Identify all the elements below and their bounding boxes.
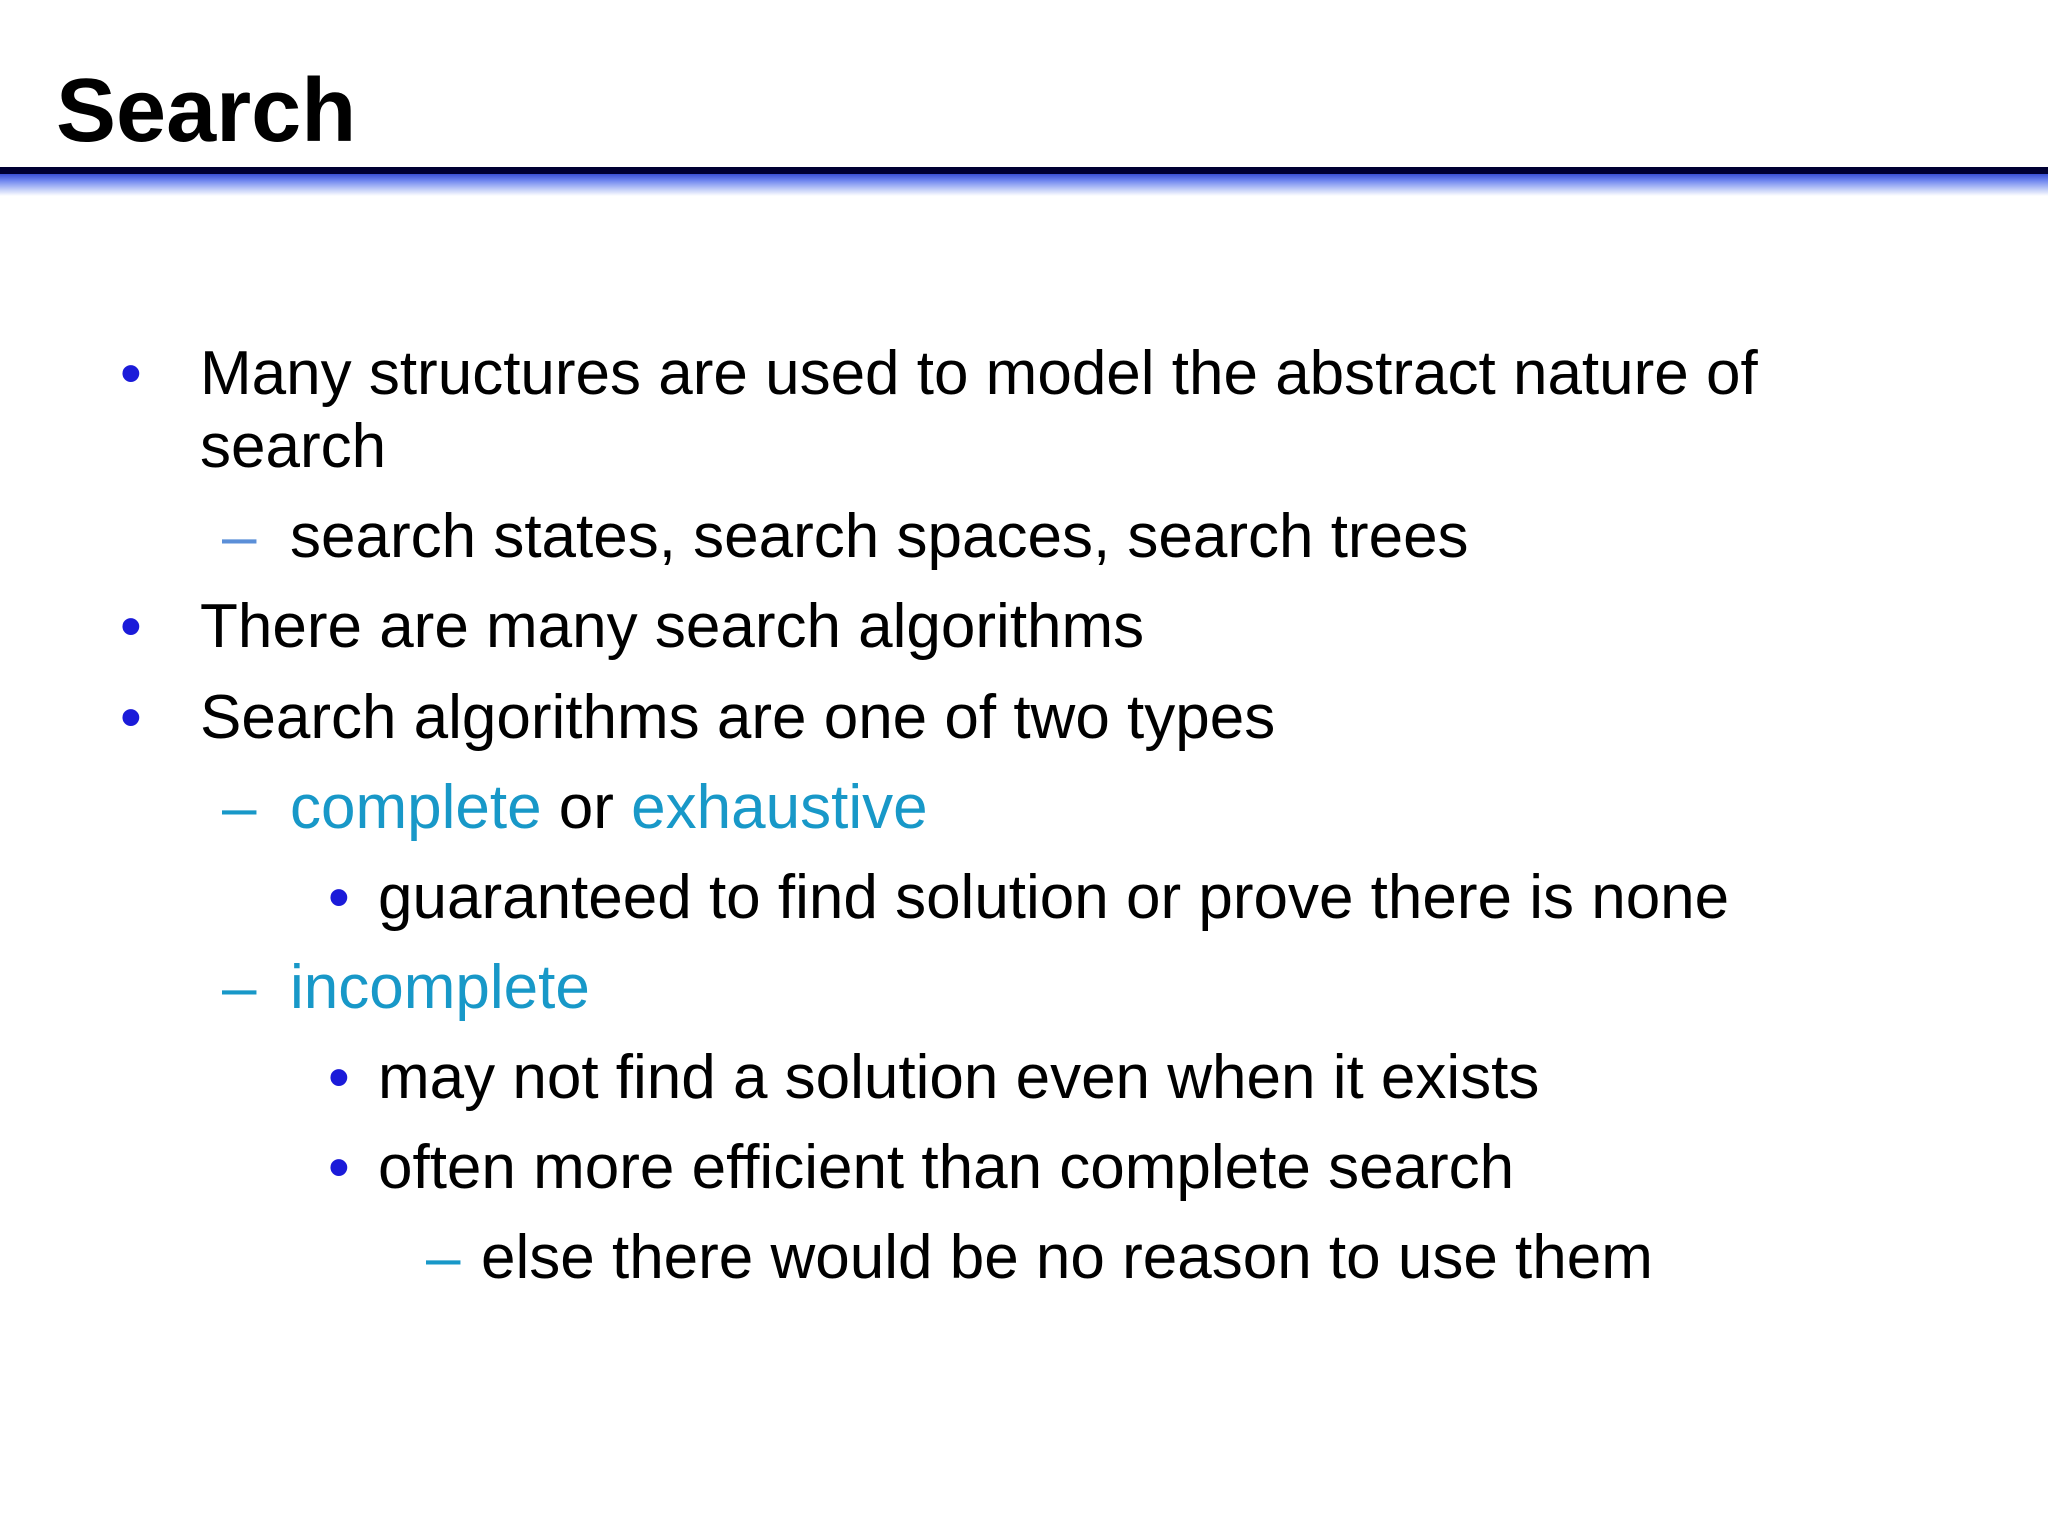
- title-rule-gradient-band: [0, 174, 2048, 196]
- type-incomplete-detail-1: may not find a solution even when it exists: [378, 1043, 1540, 1112]
- term-connector: or: [541, 773, 632, 842]
- bullet-marker: •: [120, 339, 142, 408]
- bullet-marker: •: [120, 592, 142, 661]
- dash-marker: –: [426, 1223, 461, 1292]
- title-rule-dark-band: [0, 167, 2048, 174]
- bullet-3-text: Search algorithms are one of two types: [200, 683, 1276, 752]
- dash-marker: –: [222, 773, 257, 842]
- type-incomplete-detail-2-sub: else there would be no reason to use them: [481, 1223, 1653, 1292]
- slide-title: Search: [56, 61, 357, 161]
- type-complete-line: [290, 771, 928, 845]
- bullet-marker: •: [328, 1043, 350, 1112]
- bullet-1-sub-item: search states, search spaces, search trees: [290, 502, 1469, 571]
- dash-marker: –: [222, 953, 257, 1022]
- term-complete: complete: [290, 773, 542, 842]
- bullet-1-line-1: Many structures are used to model the abstract nature of: [200, 339, 1758, 408]
- type-complete-detail: guaranteed to find solution or prove there is none: [378, 863, 1730, 932]
- title-underline-rule: [0, 167, 2048, 197]
- term-incomplete: incomplete: [290, 953, 590, 1022]
- dash-marker: –: [222, 502, 257, 571]
- type-incomplete-detail-2: often more efficient than complete search: [378, 1133, 1515, 1202]
- bullet-1-line-2: search: [200, 412, 387, 481]
- bullet-marker: •: [328, 863, 350, 932]
- bullet-2-text: There are many search algorithms: [200, 592, 1145, 661]
- bullet-marker: •: [328, 1133, 350, 1202]
- term-exhaustive: exhaustive: [631, 773, 928, 842]
- bullet-marker: •: [120, 683, 142, 752]
